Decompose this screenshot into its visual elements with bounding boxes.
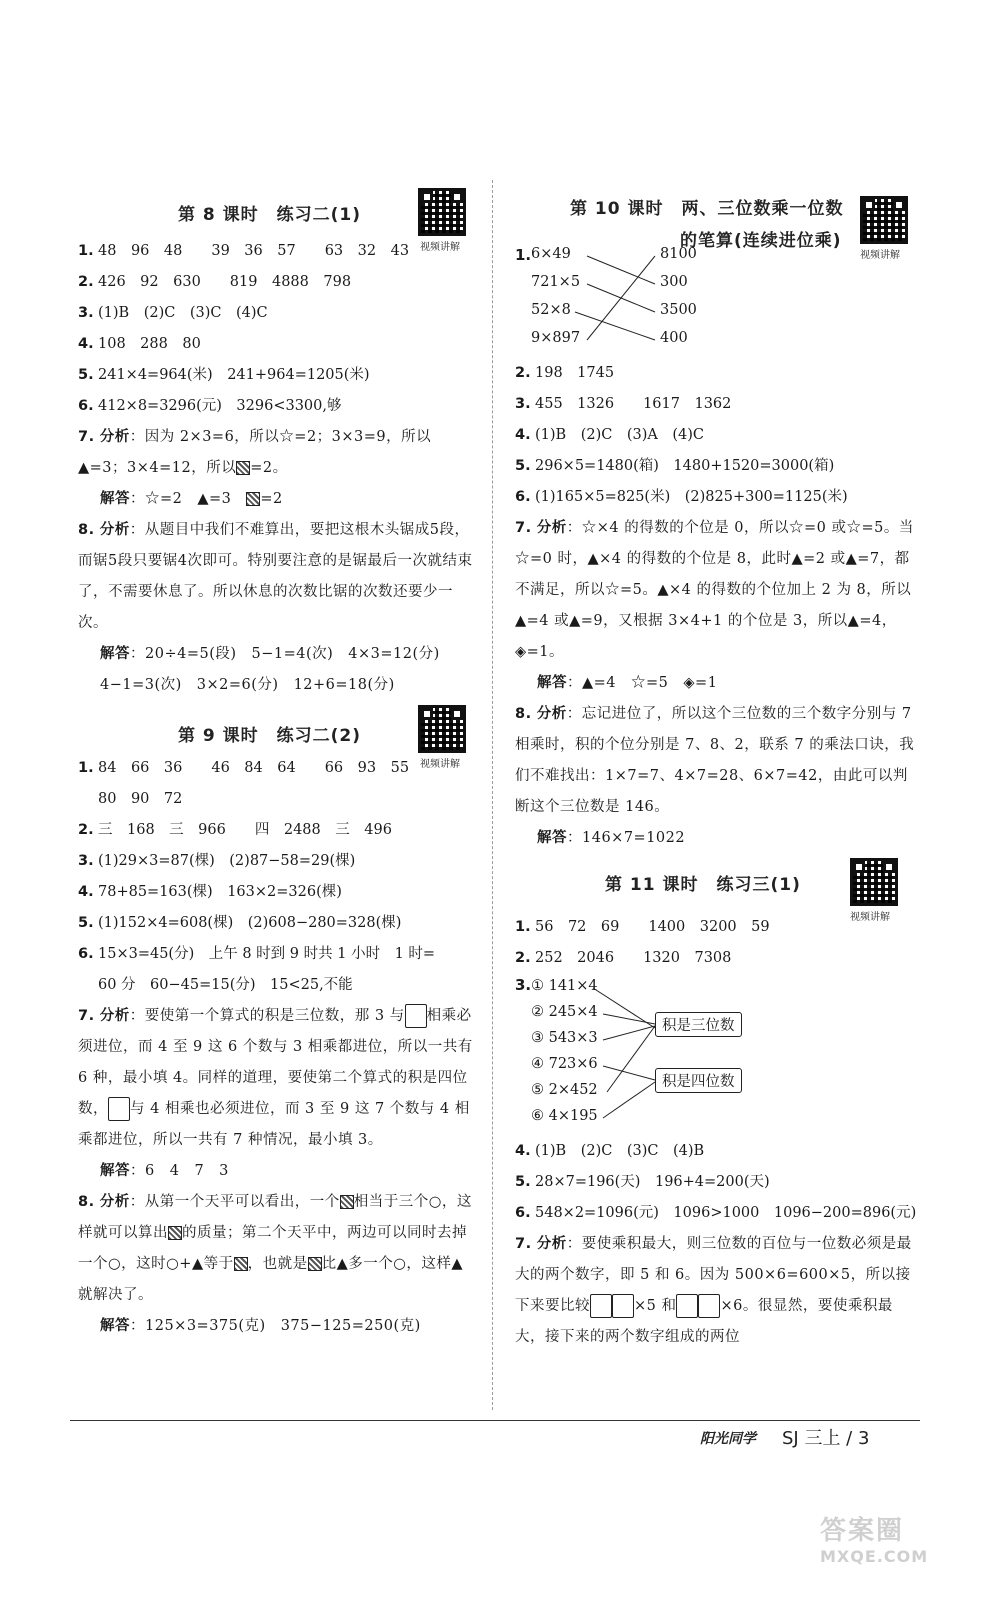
- answer-text: (1)B (2)C (3)C (4)B: [535, 1143, 705, 1159]
- q-number: 3.: [78, 305, 94, 321]
- qr-caption: 视频讲解: [420, 759, 460, 770]
- blank-box: [612, 1294, 634, 1318]
- answer-label: 解答: [100, 491, 130, 507]
- analysis-tail: =2。: [250, 460, 288, 476]
- page-number: SJ 三上 / 3: [782, 1428, 870, 1449]
- q-number: 7.: [78, 429, 95, 445]
- analysis-text: 与 4 相乘也必须进位，而 3 至 9 这 7 个数与 4 相乘都进位，所以一共有 7 种情况，最小填 3。: [78, 1101, 470, 1148]
- analysis-text: ：☆×4 的得数的个位是 0，所以☆=0 或☆=5。当☆=0 时，▲×4 的得数的个位是 8，此时▲=2 或▲=7，都不满足，所以☆=5。▲×4 的得数的个位加上 2 为 8，所以▲=4 或▲=9，又根据 3×4+1 的个位是 3，所以▲=4，◈=1。: [515, 520, 914, 660]
- blank-box: [676, 1294, 698, 1318]
- section-10-title-2: 的笔算(连续进位乘): [680, 231, 842, 251]
- analysis-text: ×5 和: [634, 1298, 677, 1314]
- q-number: 3.: [78, 853, 94, 869]
- analysis-label: 分析: [536, 1236, 567, 1252]
- section-11-answers-2: [515, 1136, 920, 1229]
- answer-text: 252 2046 1320 7308: [535, 950, 732, 966]
- answer-line: [78, 298, 478, 329]
- analysis-text: ：要使乘积最大，则三位数的百位与一位数必须是最大的两个数字，即 5 和 6。因为 500×6=600×5，所以接下来要比较: [515, 1236, 912, 1314]
- answer-line: [78, 877, 478, 908]
- answer-line: [78, 970, 478, 1001]
- answer-line: [515, 943, 920, 974]
- analysis-text: 相当于三个○，这样就可以算出: [78, 1194, 472, 1241]
- q-number: 2.: [78, 274, 94, 290]
- q-number: 2.: [515, 365, 531, 381]
- answer-text: 84 66 36 46 84 64 66 93 55: [98, 760, 410, 776]
- match-left-item: ⑤ 2×452: [531, 1082, 598, 1098]
- section-10-header: [515, 180, 920, 261]
- q-number: 1.: [515, 919, 531, 935]
- answer-text: (1)165×5=825(米) (2)825+300=1125(米): [535, 489, 848, 505]
- section-11-title: 第 11 课时 练习三(1): [605, 875, 801, 895]
- s9-q8: [78, 1187, 478, 1311]
- answer-line: [515, 389, 920, 420]
- answer-line: [78, 908, 478, 939]
- answer-line: [515, 1167, 920, 1198]
- answer-text: 455 1326 1617 1362: [535, 396, 732, 412]
- answer-text: 108 288 80: [98, 336, 201, 352]
- q-number: 8.: [78, 522, 95, 538]
- s10-q7-answer: [515, 668, 920, 699]
- q-number: 4.: [515, 1143, 531, 1159]
- watermark-text: 答案圈: [820, 1516, 905, 1546]
- answer-line: [515, 1136, 920, 1167]
- answer-text: (1)B (2)C (3)A (4)C: [535, 427, 704, 443]
- footer-rule: [70, 1420, 920, 1421]
- answer-line: [78, 236, 478, 267]
- qr-code-icon[interactable]: [418, 188, 466, 236]
- answer-text: ：6 4 7 3: [130, 1163, 229, 1179]
- q-number: 6.: [78, 398, 94, 414]
- analysis-text: ：要使第一个算式的积是三位数，那 3 与: [129, 1008, 405, 1024]
- section-8-title: 第 8 课时 练习二(1): [178, 205, 362, 225]
- blank-box: [590, 1294, 612, 1318]
- analysis-text: ：忘记进位了，所以这个三位数的三个数字分别与 7 相乘时，积的个位分别是 7、8、2，联系 7 的乘法口诀，我们不难找出：1×7=7、4×7=28、6×7=42，由此可以判断这个三位数是 146。: [515, 706, 915, 815]
- section-8-answers: [78, 236, 478, 422]
- answer-line: [78, 329, 478, 360]
- hatched-square-icon: [168, 1226, 182, 1240]
- s10-matching: [515, 246, 920, 358]
- q-number: 2.: [78, 822, 94, 838]
- answer-text: ：20÷4=5(段) 5−1=4(次) 4×3=12(分): [130, 646, 440, 662]
- match-left-item: 6×49: [531, 246, 571, 262]
- qr-code-icon[interactable]: [860, 196, 908, 244]
- analysis-label: 分析: [99, 1194, 130, 1210]
- analysis-label: 分析: [99, 429, 130, 445]
- match-right-item: 8100: [660, 246, 697, 262]
- section-9-answers: [78, 753, 478, 1001]
- answer-line: [78, 846, 478, 877]
- analysis-label: 分析: [99, 1008, 130, 1024]
- match-left-item: ② 245×4: [531, 1004, 598, 1020]
- qr-code-icon[interactable]: [850, 858, 898, 906]
- watermark-url: MXQE.COM: [820, 1547, 929, 1566]
- brand-logo: 阳光同学: [700, 1431, 756, 1447]
- q-number: 5.: [78, 915, 94, 931]
- s8-q8: [78, 515, 478, 639]
- answer-line: [78, 391, 478, 422]
- q-number: 3.: [515, 976, 532, 994]
- s9-q8-answer: [78, 1311, 478, 1342]
- qr-caption: 视频讲解: [420, 242, 460, 253]
- watermark-logo: [820, 1510, 928, 1566]
- match-left-item: 52×8: [531, 302, 571, 318]
- match-left-item: 721×5: [531, 274, 581, 290]
- answer-text: 80 90 72: [98, 791, 183, 807]
- answer-line: [78, 939, 478, 970]
- left-column: [78, 180, 478, 1342]
- q-number: 3.: [515, 396, 531, 412]
- q-number: 2.: [515, 950, 531, 966]
- q-number: 4.: [78, 884, 94, 900]
- analysis-label: 分析: [536, 520, 567, 536]
- match-left-item: 9×897: [531, 330, 581, 346]
- answer-tail: =2: [260, 491, 283, 507]
- q-number: 7.: [78, 1008, 95, 1024]
- q-number: 6.: [515, 1205, 531, 1221]
- q-number: 8.: [515, 706, 532, 722]
- answer-text: 56 72 69 1400 3200 59: [535, 919, 770, 935]
- analysis-text: ×6。很显然，要使乘积最大，接下来的两个数字组成的两位: [515, 1298, 893, 1345]
- section-10-title: 第 10 课时 两、三位数乘一位数: [570, 199, 844, 219]
- q-number: 7.: [515, 1236, 532, 1252]
- s10-q8-answer: [515, 823, 920, 854]
- s10-q8: [515, 699, 920, 823]
- answer-line: [78, 267, 478, 298]
- hatched-square-icon: [340, 1195, 354, 1209]
- answer-label: 解答: [100, 1318, 130, 1334]
- match-right-item: 3500: [660, 302, 697, 318]
- s8-q7-answer: [78, 484, 478, 515]
- section-10-answers: [515, 358, 920, 513]
- s8-q8-answer: [78, 639, 478, 670]
- match-left-item: ① 141×4: [531, 978, 598, 994]
- q-number: 5.: [78, 367, 94, 383]
- q-number: 6.: [78, 946, 94, 962]
- answer-text: 198 1745: [535, 365, 615, 381]
- blank-box: [698, 1294, 720, 1318]
- answer-text: 15×3=45(分) 上午 8 时到 9 时共 1 小时 1 时=: [98, 946, 436, 962]
- hatched-square-icon: [308, 1257, 322, 1271]
- match-lines: [515, 246, 675, 358]
- q-number: 4.: [78, 336, 94, 352]
- match-right-item: 400: [660, 330, 688, 346]
- q-number: 4.: [515, 427, 531, 443]
- right-column: [515, 180, 920, 1353]
- answer-text: 296×5=1480(箱) 1480+1520=3000(箱): [535, 458, 835, 474]
- answer-text: 241×4=964(米) 241+964=1205(米): [98, 367, 370, 383]
- hatched-square-icon: [234, 1257, 248, 1271]
- analysis-label: 分析: [536, 706, 567, 722]
- answer-text: ：146×7=1022: [567, 830, 686, 846]
- section-11-header: [515, 854, 920, 923]
- s8-q8-answer-2: 4−1=3(次) 3×2=6(分) 12+6=18(分): [100, 677, 395, 693]
- match-left-item: ④ 723×6: [531, 1056, 598, 1072]
- answer-line: [78, 360, 478, 391]
- analysis-text: 的质量；第二个天平中，两边可以同时去掉一个○，这时○+▲等于: [78, 1225, 467, 1272]
- answer-line: [515, 420, 920, 451]
- analysis-text: 比▲多一个○，这样▲就解决了。: [78, 1256, 464, 1303]
- answer-label: 解答: [100, 646, 130, 662]
- answer-line: [78, 753, 478, 784]
- answer-text: (1)B (2)C (3)C (4)C: [98, 305, 268, 321]
- match-lines: [515, 976, 660, 1136]
- answer-text: 426 92 630 819 4888 798: [98, 274, 352, 290]
- qr-code-icon[interactable]: [418, 705, 466, 753]
- q-number: 5.: [515, 458, 531, 474]
- q-number: 1.: [78, 243, 94, 259]
- s9-q7-answer: [78, 1156, 478, 1187]
- analysis-text: ：从题目中我们不难算出，要把这根木头锯成5段，而锯5段只要锯4次即可。特别要注意的是锯最后一次就结束了，不需要休息了。所以休息的次数比锯的次数还要少一次。: [78, 522, 473, 631]
- product-three-digit-box: 积是三位数: [655, 1012, 742, 1037]
- product-four-digit-box: 积是四位数: [655, 1068, 742, 1093]
- s11-matching: [515, 976, 920, 1136]
- hatched-square-icon: [236, 461, 250, 475]
- blank-box: [405, 1004, 427, 1028]
- match-left-item: ⑥ 4×195: [531, 1108, 598, 1124]
- answer-text: (1)29×3=87(棵) (2)87−58=29(棵): [98, 853, 356, 869]
- answer-text: ：125×3=375(克) 375−125=250(克): [130, 1318, 421, 1334]
- answer-text: (1)152×4=608(棵) (2)608−280=328(棵): [98, 915, 402, 931]
- analysis-text: ：因为 2×3=6，所以☆=2；3×3=9，所以▲=3；3×4=12，所以: [78, 429, 432, 476]
- answer-line: [78, 784, 478, 815]
- answer-text: ：☆=2 ▲=3: [130, 491, 247, 507]
- s11-q7: [515, 1229, 920, 1353]
- answer-text: 412×8=3296(元) 3296<3300,够: [98, 398, 342, 414]
- answer-line: [515, 451, 920, 482]
- answer-label: 解答: [100, 1163, 130, 1179]
- answer-label: 解答: [537, 830, 567, 846]
- section-9-title: 第 9 课时 练习二(2): [178, 726, 362, 746]
- answer-text: ：▲=4 ☆=5 ◈=1: [567, 675, 718, 691]
- match-right-item: 300: [660, 274, 688, 290]
- q-number: 6.: [515, 489, 531, 505]
- analysis-text: 相乘必须进位，而 4 至 9 这 6 个数与 3 相乘都进位，所以一共有 6 种，最小填 4。同样的道理，要使第二个算式的积是四位数，: [78, 1008, 473, 1117]
- q-number: 1.: [78, 760, 94, 776]
- analysis-text: ，也就是: [247, 1256, 308, 1272]
- answer-label: 解答: [537, 675, 567, 691]
- q-number: 7.: [515, 520, 532, 536]
- q-number: 1.: [515, 246, 532, 264]
- q-number: 8.: [78, 1194, 95, 1210]
- match-left-item: ③ 543×3: [531, 1030, 598, 1046]
- answer-text: 78+85=163(棵) 163×2=326(棵): [98, 884, 342, 900]
- answer-text: 28×7=196(天) 196+4=200(天): [535, 1174, 770, 1190]
- answer-line: [515, 1198, 920, 1229]
- q-number: 5.: [515, 1174, 531, 1190]
- blank-box: [108, 1097, 130, 1121]
- answer-text: 48 96 48 39 36 57 63 32 43: [98, 243, 410, 259]
- s10-q7: [515, 513, 920, 668]
- answer-text: 60 分 60−45=15(分) 15<25,不能: [98, 977, 353, 993]
- qr-caption: 视频讲解: [850, 912, 890, 923]
- s8-q7: [78, 422, 478, 484]
- analysis-text: ：从第一个天平可以看出，一个: [129, 1194, 340, 1210]
- answer-line: [515, 482, 920, 513]
- analysis-label: 分析: [99, 522, 130, 538]
- answer-text: 三 168 三 966 四 2488 三 496: [98, 822, 392, 838]
- column-divider: [492, 180, 493, 1410]
- answer-text: 548×2=1096(元) 1096>1000 1096−200=896(元): [535, 1205, 917, 1221]
- answer-line: [78, 815, 478, 846]
- s9-q7: [78, 1001, 478, 1156]
- hatched-square-icon: [246, 492, 260, 506]
- qr-caption: 视频讲解: [860, 250, 900, 261]
- answer-line: [515, 358, 920, 389]
